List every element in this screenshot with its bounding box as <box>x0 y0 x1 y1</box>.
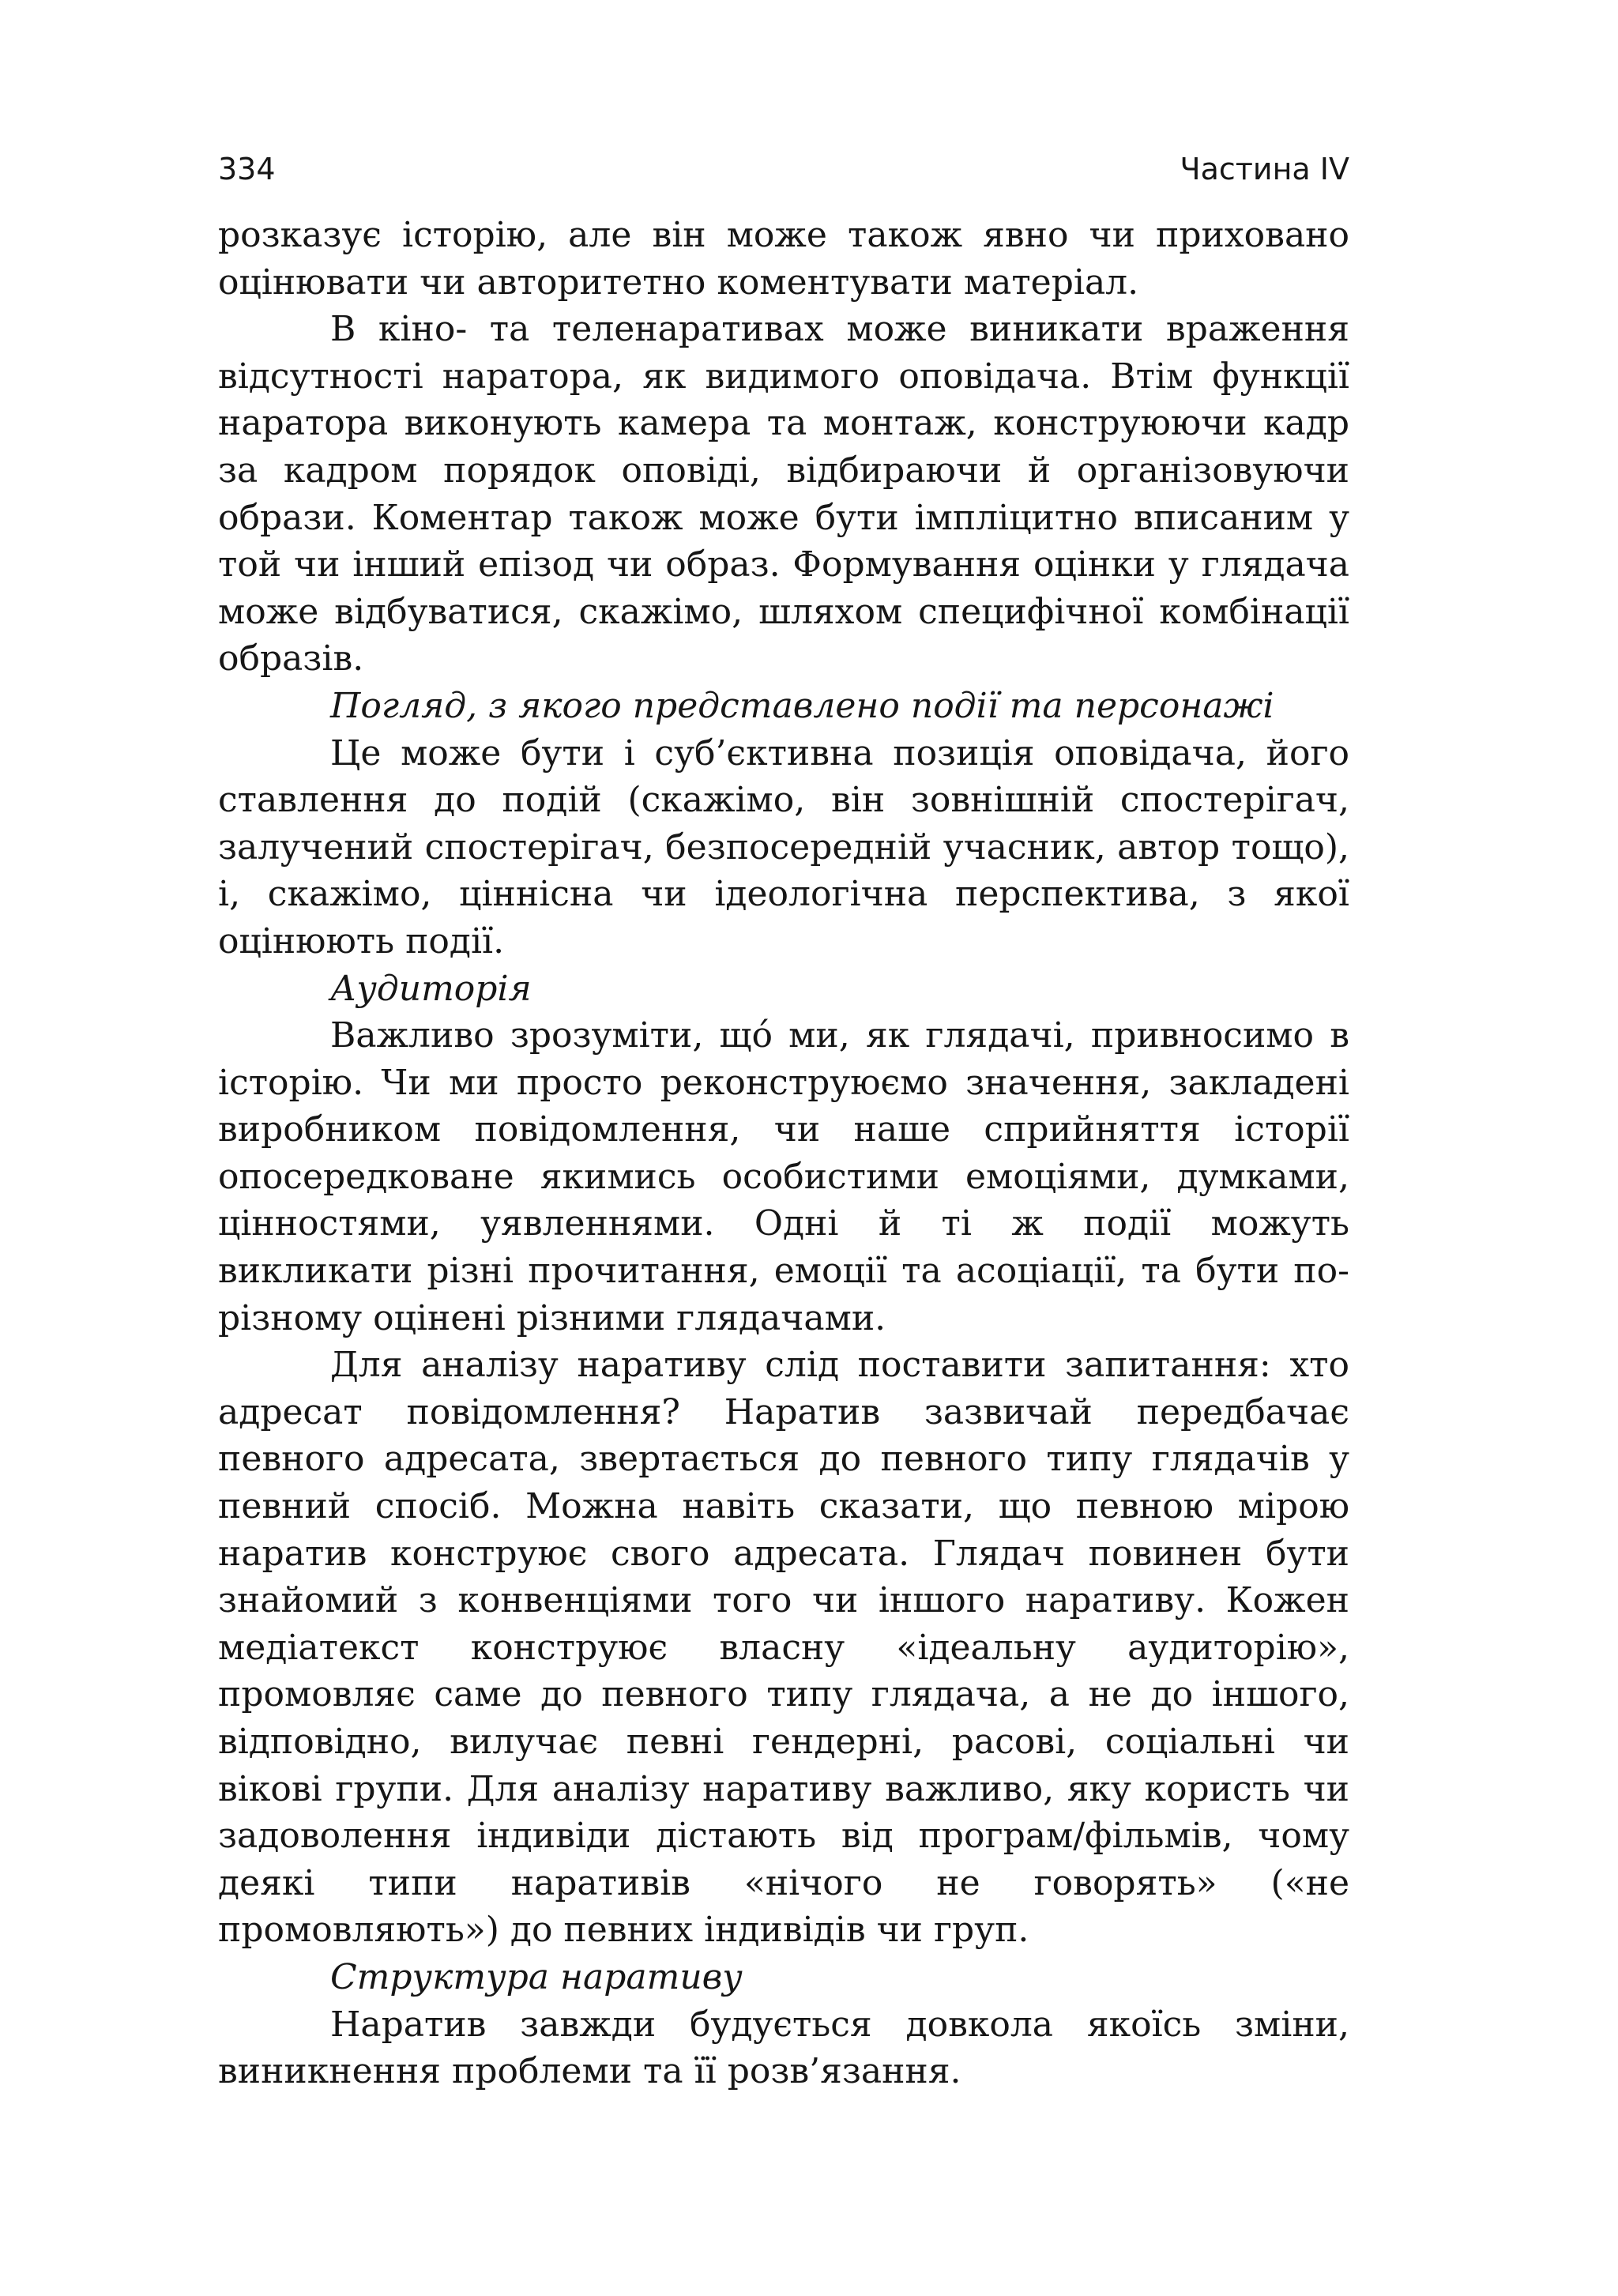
running-head: Частина IV <box>1180 152 1349 186</box>
page-number: 334 <box>218 152 276 186</box>
paragraph-continued: розказує історію, але він може також явно чи приховано оцінювати чи авторитетно коментувати матеріал. <box>218 215 1349 303</box>
subheading: Аудиторія <box>330 968 532 1009</box>
paragraph: В кіно- та теленаративах може виникати враження відсутності наратора, як видимого оповідача. Втім функції наратора виконують камера та монтаж, конструюючи кадр за кадром порядок оповіді, відбираючи й організовуючи образи. Коментар також може бути імпліцитно вписаним у той чи інший епізод чи образ. Формування оцінки у глядача може відбуватися, скажімо, шляхом специфічної комбінації образів. <box>218 309 1349 679</box>
body-text <box>218 212 1349 2095</box>
paragraph: Для аналізу наративу слід поставити запитання: хто адресат повідомлення? Наратив зазвичай передбачає певного адресата, звертається до певного типу глядачів у певний спосіб. Можна навіть сказати, що певною мірою наратив конструює свого адресата. Глядач повинен бути знайомий з конвенціями того чи іншого наративу. Кожен медіатекст конструює власну «ідеальну аудиторію», промовляє саме до певного типу глядача, а не до іншого, відповідно, вилучає певні гендерні, расові, соціальні чи вікові групи. Для аналізу наративу важливо, яку користь чи задоволення індивіди дістають від програм/фільмів, чому деякі типи наративів «нічого не говорять» («не промовляють») до певних індивідів чи груп. <box>218 1345 1349 1951</box>
paragraph: Це може бути і суб’єктивна позиція оповідача, його ставлення до подій (скажімо, він зовнішній спостерігач, залучений спостерігач, безпосередній учасник, автор тощо), і, скажімо, ціннісна чи ідеологічна перспектива, з якої оцінюють події. <box>218 732 1349 962</box>
paragraph: Наратив завжди будується довкола якоїсь зміни, виникнення проблеми та її розв’язання. <box>218 2004 1349 2092</box>
subheading: Структура наративу <box>330 1956 743 1997</box>
subheading: Погляд, з якого представлено події та персонажі <box>330 685 1274 726</box>
page-header <box>218 147 1349 191</box>
paragraph: Важливо зрозуміти, щó ми, як глядачі, привносимо в історію. Чи ми просто реконструюємо значення, закладені виробником повідомлення, чи наше сприйняття історії опосередковане якимись особистими емоціями, думками, цінностями, уявленнями. Одні й ті ж події можуть викликати різні прочитання, емоції та асоціації, та бути по-різному оцінені різними глядачами. <box>218 1015 1349 1338</box>
